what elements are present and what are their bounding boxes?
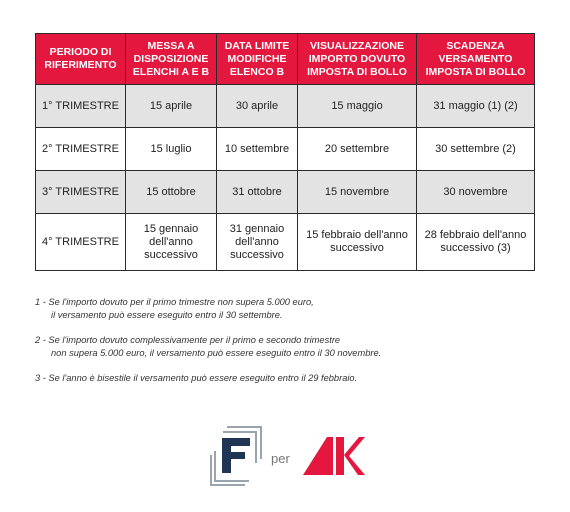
- footnote-2: [35, 334, 535, 360]
- footnote-line: 2 - Se l'importo dovuto complessivamente per il primo e secondo trimestre: [35, 335, 341, 345]
- table-cell: 31 ottobre: [217, 171, 298, 214]
- header-messa-disposizione: MESSA A DISPOSIZIONE ELENCHI A E B: [126, 34, 217, 85]
- footnote-line: 3 - Se l'anno è bisestile il versamento può essere eseguito entro il 29 febbraio.: [35, 373, 358, 383]
- table-cell: 15 novembre: [298, 171, 417, 214]
- f-logo-icon: [205, 425, 265, 487]
- table-cell: 30 aprile: [217, 85, 298, 128]
- table-cell: 4° TRIMESTRE: [36, 214, 126, 271]
- footnotes: [35, 296, 535, 397]
- table-cell: 15 maggio: [298, 85, 417, 128]
- table-cell: 10 settembre: [217, 128, 298, 171]
- header-visualizzazione: VISUALIZZAZIONE IMPORTO DOVUTO IMPOSTA DI BOLLO: [298, 34, 417, 85]
- table-cell: 15 luglio: [126, 128, 217, 171]
- table-row: [36, 128, 535, 171]
- table-row: [36, 214, 535, 271]
- table-cell: 30 novembre: [417, 171, 535, 214]
- footnote-1: [35, 296, 535, 322]
- table-cell: 2° TRIMESTRE: [36, 128, 126, 171]
- table-cell: 1° TRIMESTRE: [36, 85, 126, 128]
- ak-logo-icon: [303, 435, 365, 477]
- connector-text: per: [271, 451, 290, 466]
- footer-logos: [205, 425, 375, 490]
- footnote-line: 1 - Se l'importo dovuto per il primo trimestre non supera 5.000 euro,: [35, 297, 314, 307]
- table-cell: 30 settembre (2): [417, 128, 535, 171]
- footnote-line: non supera 5.000 euro, il versamento può essere eseguito entro il 30 novembre.: [51, 348, 382, 358]
- table-cell: 31 maggio (1) (2): [417, 85, 535, 128]
- table-row: [36, 85, 535, 128]
- header-periodo: PERIODO DI RIFERIMENTO: [36, 34, 126, 85]
- table-cell: 15 gennaio dell'anno successivo: [126, 214, 217, 271]
- schedule-table: [35, 33, 535, 271]
- table-cell: 20 settembre: [298, 128, 417, 171]
- header-data-limite: DATA LIMITE MODIFICHE ELENCO B: [217, 34, 298, 85]
- footnote-3: [35, 372, 535, 385]
- table-cell: 15 febbraio dell'anno successivo: [298, 214, 417, 271]
- table-cell: 3° TRIMESTRE: [36, 171, 126, 214]
- header-scadenza: SCADENZA VERSAMENTO IMPOSTA DI BOLLO: [417, 34, 535, 85]
- table-header-row: [36, 34, 535, 85]
- table-row: [36, 171, 535, 214]
- table-cell: 28 febbraio dell'anno successivo (3): [417, 214, 535, 271]
- table-cell: 15 aprile: [126, 85, 217, 128]
- footnote-line: il versamento può essere eseguito entro il 30 settembre.: [51, 310, 283, 320]
- table-cell: 15 ottobre: [126, 171, 217, 214]
- table-cell: 31 gennaio dell'anno successivo: [217, 214, 298, 271]
